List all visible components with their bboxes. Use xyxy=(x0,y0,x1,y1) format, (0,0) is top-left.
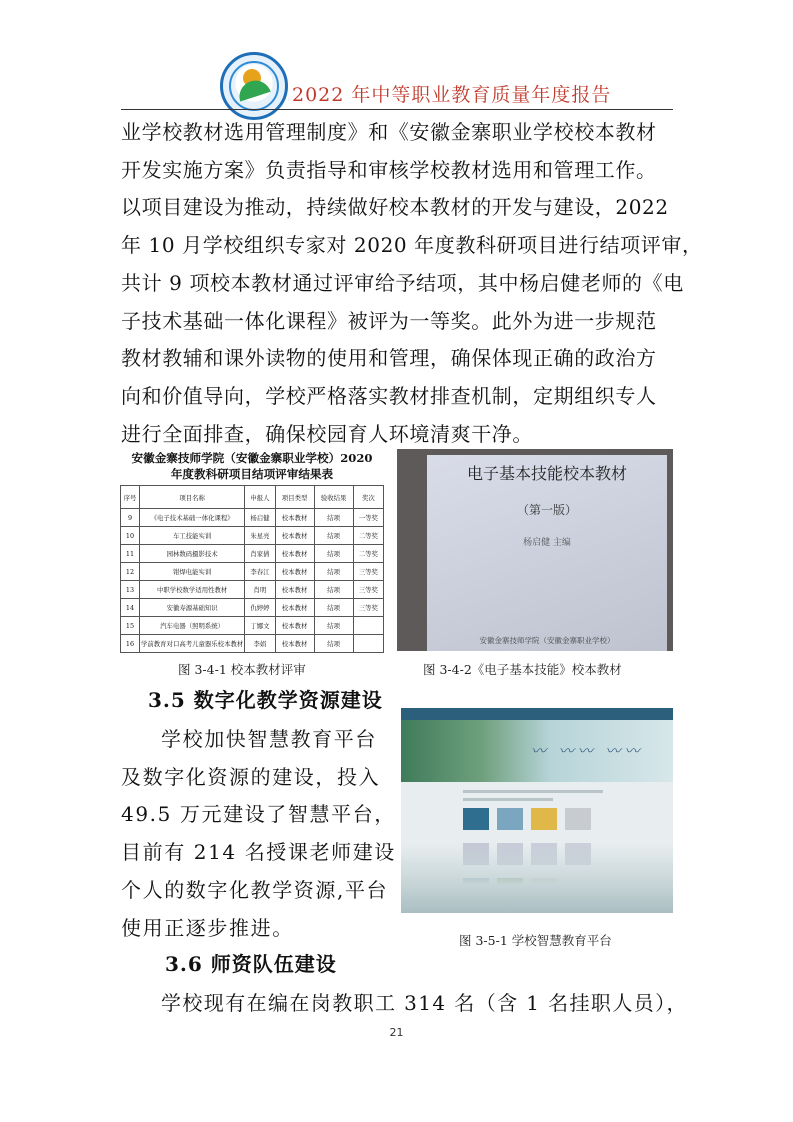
cell: 校本教材 xyxy=(275,563,314,581)
cell: 结项 xyxy=(314,563,353,581)
cell: 校本教材 xyxy=(275,509,314,527)
section-heading: 3.6 师资队伍建设 xyxy=(165,952,337,976)
course-thumbnail xyxy=(463,808,489,830)
review-results-table xyxy=(120,485,384,653)
cell: 9 xyxy=(121,509,140,527)
col-header: 验收结果 xyxy=(314,486,353,509)
text-line: 个人的数字化教学资源,平台 xyxy=(121,877,389,902)
cell: 校本教材 xyxy=(275,545,314,563)
section-heading: 3.5 数字化教学资源建设 xyxy=(148,688,383,712)
text-line: 及数字化资源的建设，投入 xyxy=(121,764,381,789)
text-line: 开发实施方案》负责指导和审核学校教材选用和管理工作。 xyxy=(121,157,657,182)
cell: 结项 xyxy=(314,527,353,545)
book-edition: （第一版） xyxy=(516,503,577,517)
table-row xyxy=(121,581,384,599)
text-line: 进行全面排查，确保校园育人环境清爽干净。 xyxy=(121,421,533,446)
table-row xyxy=(121,545,384,563)
cell: 校本教材 xyxy=(275,527,314,545)
col-header: 项目名称 xyxy=(140,486,245,509)
smart-education-platform-screenshot xyxy=(401,708,673,913)
cell: 13 xyxy=(121,581,140,599)
cell: 李春江 xyxy=(245,563,275,581)
cell xyxy=(353,617,383,635)
cell: 结项 xyxy=(314,581,353,599)
paragraph-digital-resources xyxy=(121,721,401,947)
site-text-line xyxy=(463,798,553,801)
cell: 15 xyxy=(121,617,140,635)
figure-caption: 图 3-4-1 校本教材评审 xyxy=(178,662,306,677)
table-title-line1: 安徽金寨技师学院（安徽金寨职业学校）2020 xyxy=(131,451,373,465)
cell: 二等奖 xyxy=(353,545,383,563)
cell: 11 xyxy=(121,545,140,563)
text-line: 学校现有在编在岗教职工 314 名（含 1 名挂职人员）， xyxy=(161,991,688,1015)
book-publisher: 安徽金寨技师学院（安徽金寨职业学校） xyxy=(479,636,615,645)
cell: 杨启健 xyxy=(245,509,275,527)
table-row xyxy=(121,617,384,635)
cell: 结项 xyxy=(314,599,353,617)
cell: 学前教育对口高考儿童器乐校本教材 xyxy=(140,635,245,653)
header-divider xyxy=(121,109,673,110)
book-author: 杨启健 主编 xyxy=(523,538,571,548)
text-line: 业学校教材选用管理制度》和《安徽金寨职业学校校本教材 xyxy=(121,120,657,144)
col-header: 项目类型 xyxy=(275,486,314,509)
col-header: 申报人 xyxy=(245,486,275,509)
cell: 二等奖 xyxy=(353,527,383,545)
text-line: 共计 9 项校本教材通过评审给予结项，其中杨启健老师的《电 xyxy=(121,270,684,295)
text-line: 49.5 万元建设了智慧平台， xyxy=(121,802,396,827)
text-line: 使用正逐步推进。 xyxy=(121,915,294,940)
cell: 三等奖 xyxy=(353,581,383,599)
cell: 钳焊电能实训 xyxy=(140,563,245,581)
cell: 校本教材 xyxy=(275,581,314,599)
paragraph-staff xyxy=(121,985,688,1023)
text-line: 教材教辅和课外读物的使用和管理，确保体现正确的政治方 xyxy=(121,346,657,371)
course-thumbnail xyxy=(531,808,557,830)
cell: 园林数码摄影技术 xyxy=(140,545,245,563)
site-topbar xyxy=(401,708,673,720)
course-thumbnail xyxy=(565,808,591,830)
report-header-title: 2022 年中等职业教育质量年度报告 xyxy=(292,84,612,106)
banner-calligraphy: 〰 〰〰 〰〰 xyxy=(531,742,644,760)
cover-page xyxy=(427,455,667,651)
figure-caption: 图 3-5-1 学校智慧教育平台 xyxy=(459,933,612,948)
cell: 李娟 xyxy=(245,635,275,653)
cell xyxy=(353,635,383,653)
col-header: 序号 xyxy=(121,486,140,509)
cell: 肖家倩 xyxy=(245,545,275,563)
cell: 仇婷婷 xyxy=(245,599,275,617)
cell: 肖明 xyxy=(245,581,275,599)
col-header: 奖次 xyxy=(353,486,383,509)
cell: 16 xyxy=(121,635,140,653)
table-row xyxy=(121,527,384,545)
cell: 一等奖 xyxy=(353,509,383,527)
cell: 结项 xyxy=(314,545,353,563)
paragraph-materials xyxy=(121,114,703,453)
cell: 汽车电器（照明系统） xyxy=(140,617,245,635)
cell: 安徽寿源基础知识 xyxy=(140,599,245,617)
table-row xyxy=(121,635,384,653)
table-row xyxy=(121,563,384,581)
table-row xyxy=(121,509,384,527)
cell: 车工技能实训 xyxy=(140,527,245,545)
cell: 三等奖 xyxy=(353,599,383,617)
cell: 结项 xyxy=(314,509,353,527)
course-thumbnail xyxy=(497,808,523,830)
textbook-cover-photo xyxy=(397,449,673,651)
text-line: 向和价值导向，学校严格落实教材排查机制，定期组织专人 xyxy=(121,383,657,408)
cell: 校本教材 xyxy=(275,635,314,653)
cell: 校本教材 xyxy=(275,617,314,635)
cell: 12 xyxy=(121,563,140,581)
table-row xyxy=(121,599,384,617)
figure-caption: 图 3-4-2《电子基本技能》校本教材 xyxy=(423,662,622,677)
text-line: 学校加快智慧教育平台 xyxy=(161,727,377,751)
text-line: 年 10 月学校组织专家对 2020 年度教科研项目进行结项评审， xyxy=(121,233,703,258)
site-text-line xyxy=(463,790,603,793)
table-title-line2: 年度教科研项目结项评审结果表 xyxy=(170,467,334,481)
review-results-table-image xyxy=(118,450,386,654)
book-title: 电子基本技能校本教材 xyxy=(466,464,627,483)
page-number: 21 xyxy=(389,1026,404,1039)
cell: 朱星亮 xyxy=(245,527,275,545)
site-background-hills xyxy=(401,843,673,913)
cell: 《电子技术基础一体化课程》 xyxy=(140,509,245,527)
text-line: 子技术基础一体化课程》被评为一等奖。此外为进一步规范 xyxy=(121,308,657,333)
cell: 结项 xyxy=(314,617,353,635)
cell: 14 xyxy=(121,599,140,617)
table-header-row xyxy=(121,486,384,509)
cell: 三等奖 xyxy=(353,563,383,581)
cell: 丁娜文 xyxy=(245,617,275,635)
cell: 结项 xyxy=(314,635,353,653)
text-line: 以项目建设为推动，持续做好校本教材的开发与建设，2022 xyxy=(121,195,669,220)
cell: 校本教材 xyxy=(275,599,314,617)
cell: 中职学校数学适用性教材 xyxy=(140,581,245,599)
cell: 10 xyxy=(121,527,140,545)
text-line: 目前有 214 名授课老师建设 xyxy=(121,840,396,865)
